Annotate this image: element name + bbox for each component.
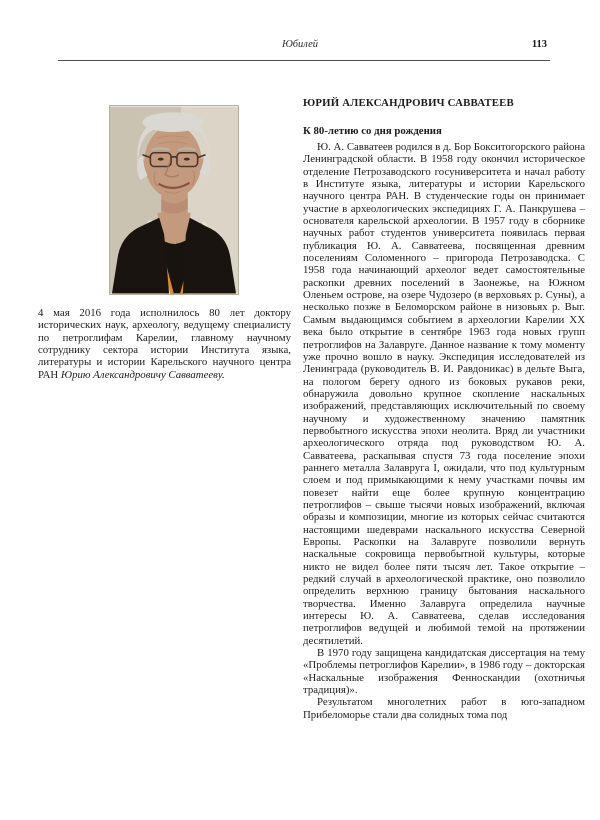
caption-name-italic: Юрию Александровичу Савватееву. [60,368,225,381]
article-paragraph-2: В 1970 году защищена кандидатская диссертация на тему «Проблемы петроглифов Карелии», в 1986 году – докторская «Наскальные изображения Фенноскандии (охотничья традиция)». [303,647,585,697]
page-number: 113 [531,39,547,50]
article-paragraph-3: Результатом многолетних работ в юго-западном Прибеломорье стали два солидных тома под [303,696,585,721]
article-column [303,97,585,721]
article-paragraph-1: Ю. А. Савватеев родился в д. Бор Бокситогорского района Ленинградской области. В 1958 году окончил историческое отделение Петрозаводского госуниверситета и начал работу в Институте языка, литературы и истории Карельского научного центра РАН. В студенческие годы он принимает участие в археологических экспедициях Г. А. Панкрушева – основателя карельской археологии. В 1957 году в сборнике научных работ студентов университета появилась первая публикация Ю. А. Савватеева, посвященная древним поселениям Соломенного – пригорода Петрозаводска. С 1958 года начинающий археолог ведет самостоятельные раскопки древних поселений в Заонежье, на Южном Оленьем острове, на озере Чудозеро (в верховьях р. Суны), а несколько позже в Беломорском районе в низовьях р. Выг. Самым выдающимся событием в археологии Карелии XX века было открытие в сентябре 1963 года новых групп петроглифов на Залавруге. Данное название к тому моменту уже прочно вошло в науку. Экспедиция исследователей из Ленинграда (руководитель В. И. Равдоникас) в дельте Выга, на пологом берегу одного из боковых рукавов реки, обнаружила довольно крупное скопление наскальных изображений, представляющих исключительный по своему научному и художественному значению памятник первобытного искусства эпохи неолита. Вряд ли участники археологического отряда под руководством Ю. А. Савватеева, раскапывая спустя 73 года поселение эпохи раннего металла Залавруга I, ожидали, что под культурным слоем и под примыкающими к нему участками почвы им повезет найти еще более крупную концентрацию петроглифов – свыше тысячи новых изображений, включая образы и композиции, многие из которых сейчас считаются настоящими шедеврами наскального искусства Северной Европы. Раскопки на Залавруге позволили вернуть наскальные сокровища первобытной культуры, которые никто не видел более пяти тысяч лет. Такое открытие – редкий случай в археологической практике, оно позволило определить верхнюю границу бытования наскального творчества. Именно Залавруга определила научные интересы Ю. А. Савватеева, сделав исследования петроглифов ведущей и любимой темой на протяжении десятилетий. [303,141,585,647]
left-column [38,105,291,381]
article-subtitle: К 80-летию со дня рождения [303,125,442,137]
hair-top [142,112,203,132]
header-rule [58,60,550,61]
photo-caption [38,307,291,381]
portrait-photo [109,105,239,295]
portrait-illustration [110,106,238,294]
running-title: Юбилей [281,39,319,50]
article-body [303,141,585,721]
caption-text: 4 мая 2016 года исполнилось 80 лет доктору исторических наук, археологу, ведущему специалисту по петроглифам Карелии, главному научному сотруднику сектора истории Института языка, литературы и истории Карельского научного центра РАН [38,307,291,381]
article-title: ЮРИЙ АЛЕКСАНДРОВИЧ САВВАТЕЕВ [303,97,514,109]
